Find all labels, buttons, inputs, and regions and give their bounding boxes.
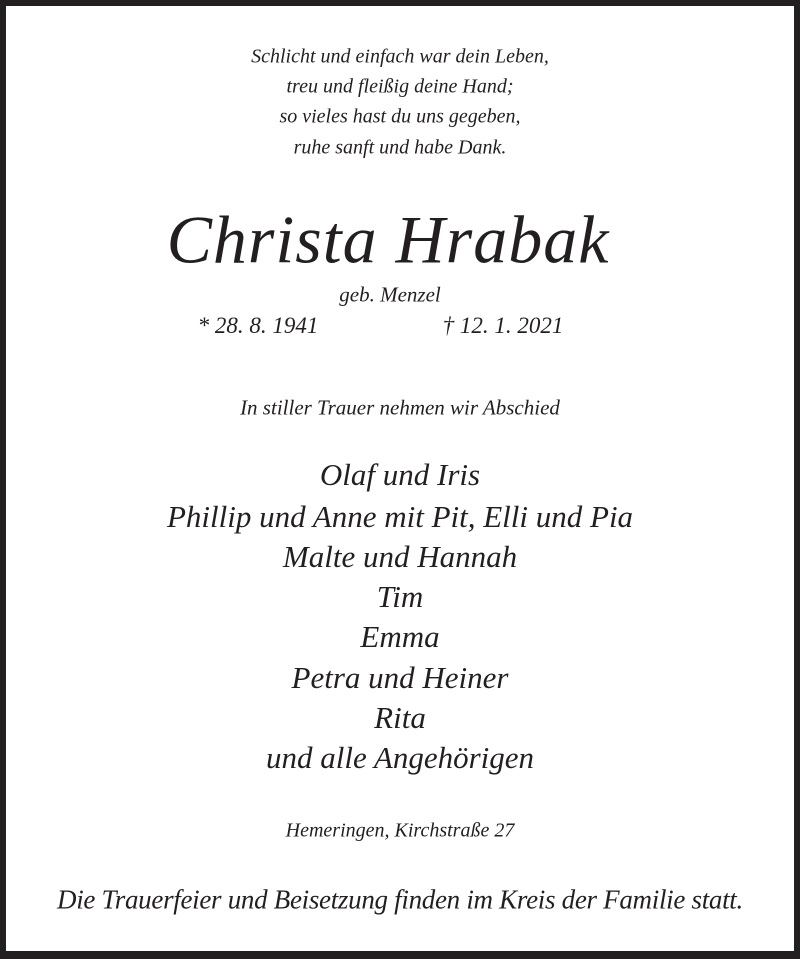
birth-date: * 28. 8. 1941 — [197, 313, 319, 338]
maiden-name: geb. Menzel — [339, 282, 441, 307]
poem-line: ruhe sanft und habe Dank. — [293, 136, 507, 159]
death-date: † 12. 1. 2021 — [442, 313, 564, 338]
funeral-notice: Die Trauerfeier und Beisetzung finden im Kreis der Familie statt. — [57, 884, 743, 915]
poem-line: so vieles hast du uns gegeben, — [279, 105, 521, 128]
mourner: Emma — [360, 619, 440, 654]
poem-line: treu und fleißig deine Hand; — [286, 75, 514, 98]
mourner: Malte und Hannah — [282, 539, 518, 574]
mourner: und alle Angehörigen — [265, 740, 535, 775]
mourner: Phillip und Anne mit Pit, Elli und Pia — [166, 499, 634, 534]
poem-line: Schlicht und einfach war dein Leben, — [251, 45, 549, 68]
mourning-line: In stiller Trauer nehmen wir Abschied — [240, 395, 560, 420]
mourner: Petra und Heiner — [291, 660, 509, 695]
address: Hemeringen, Kirchstraße 27 — [285, 819, 515, 842]
mourner: Tim — [376, 579, 424, 614]
mourner: Rita — [374, 700, 426, 735]
deceased-name: Christa Hrabak — [166, 201, 610, 278]
mourner: Olaf und Iris — [319, 457, 481, 492]
